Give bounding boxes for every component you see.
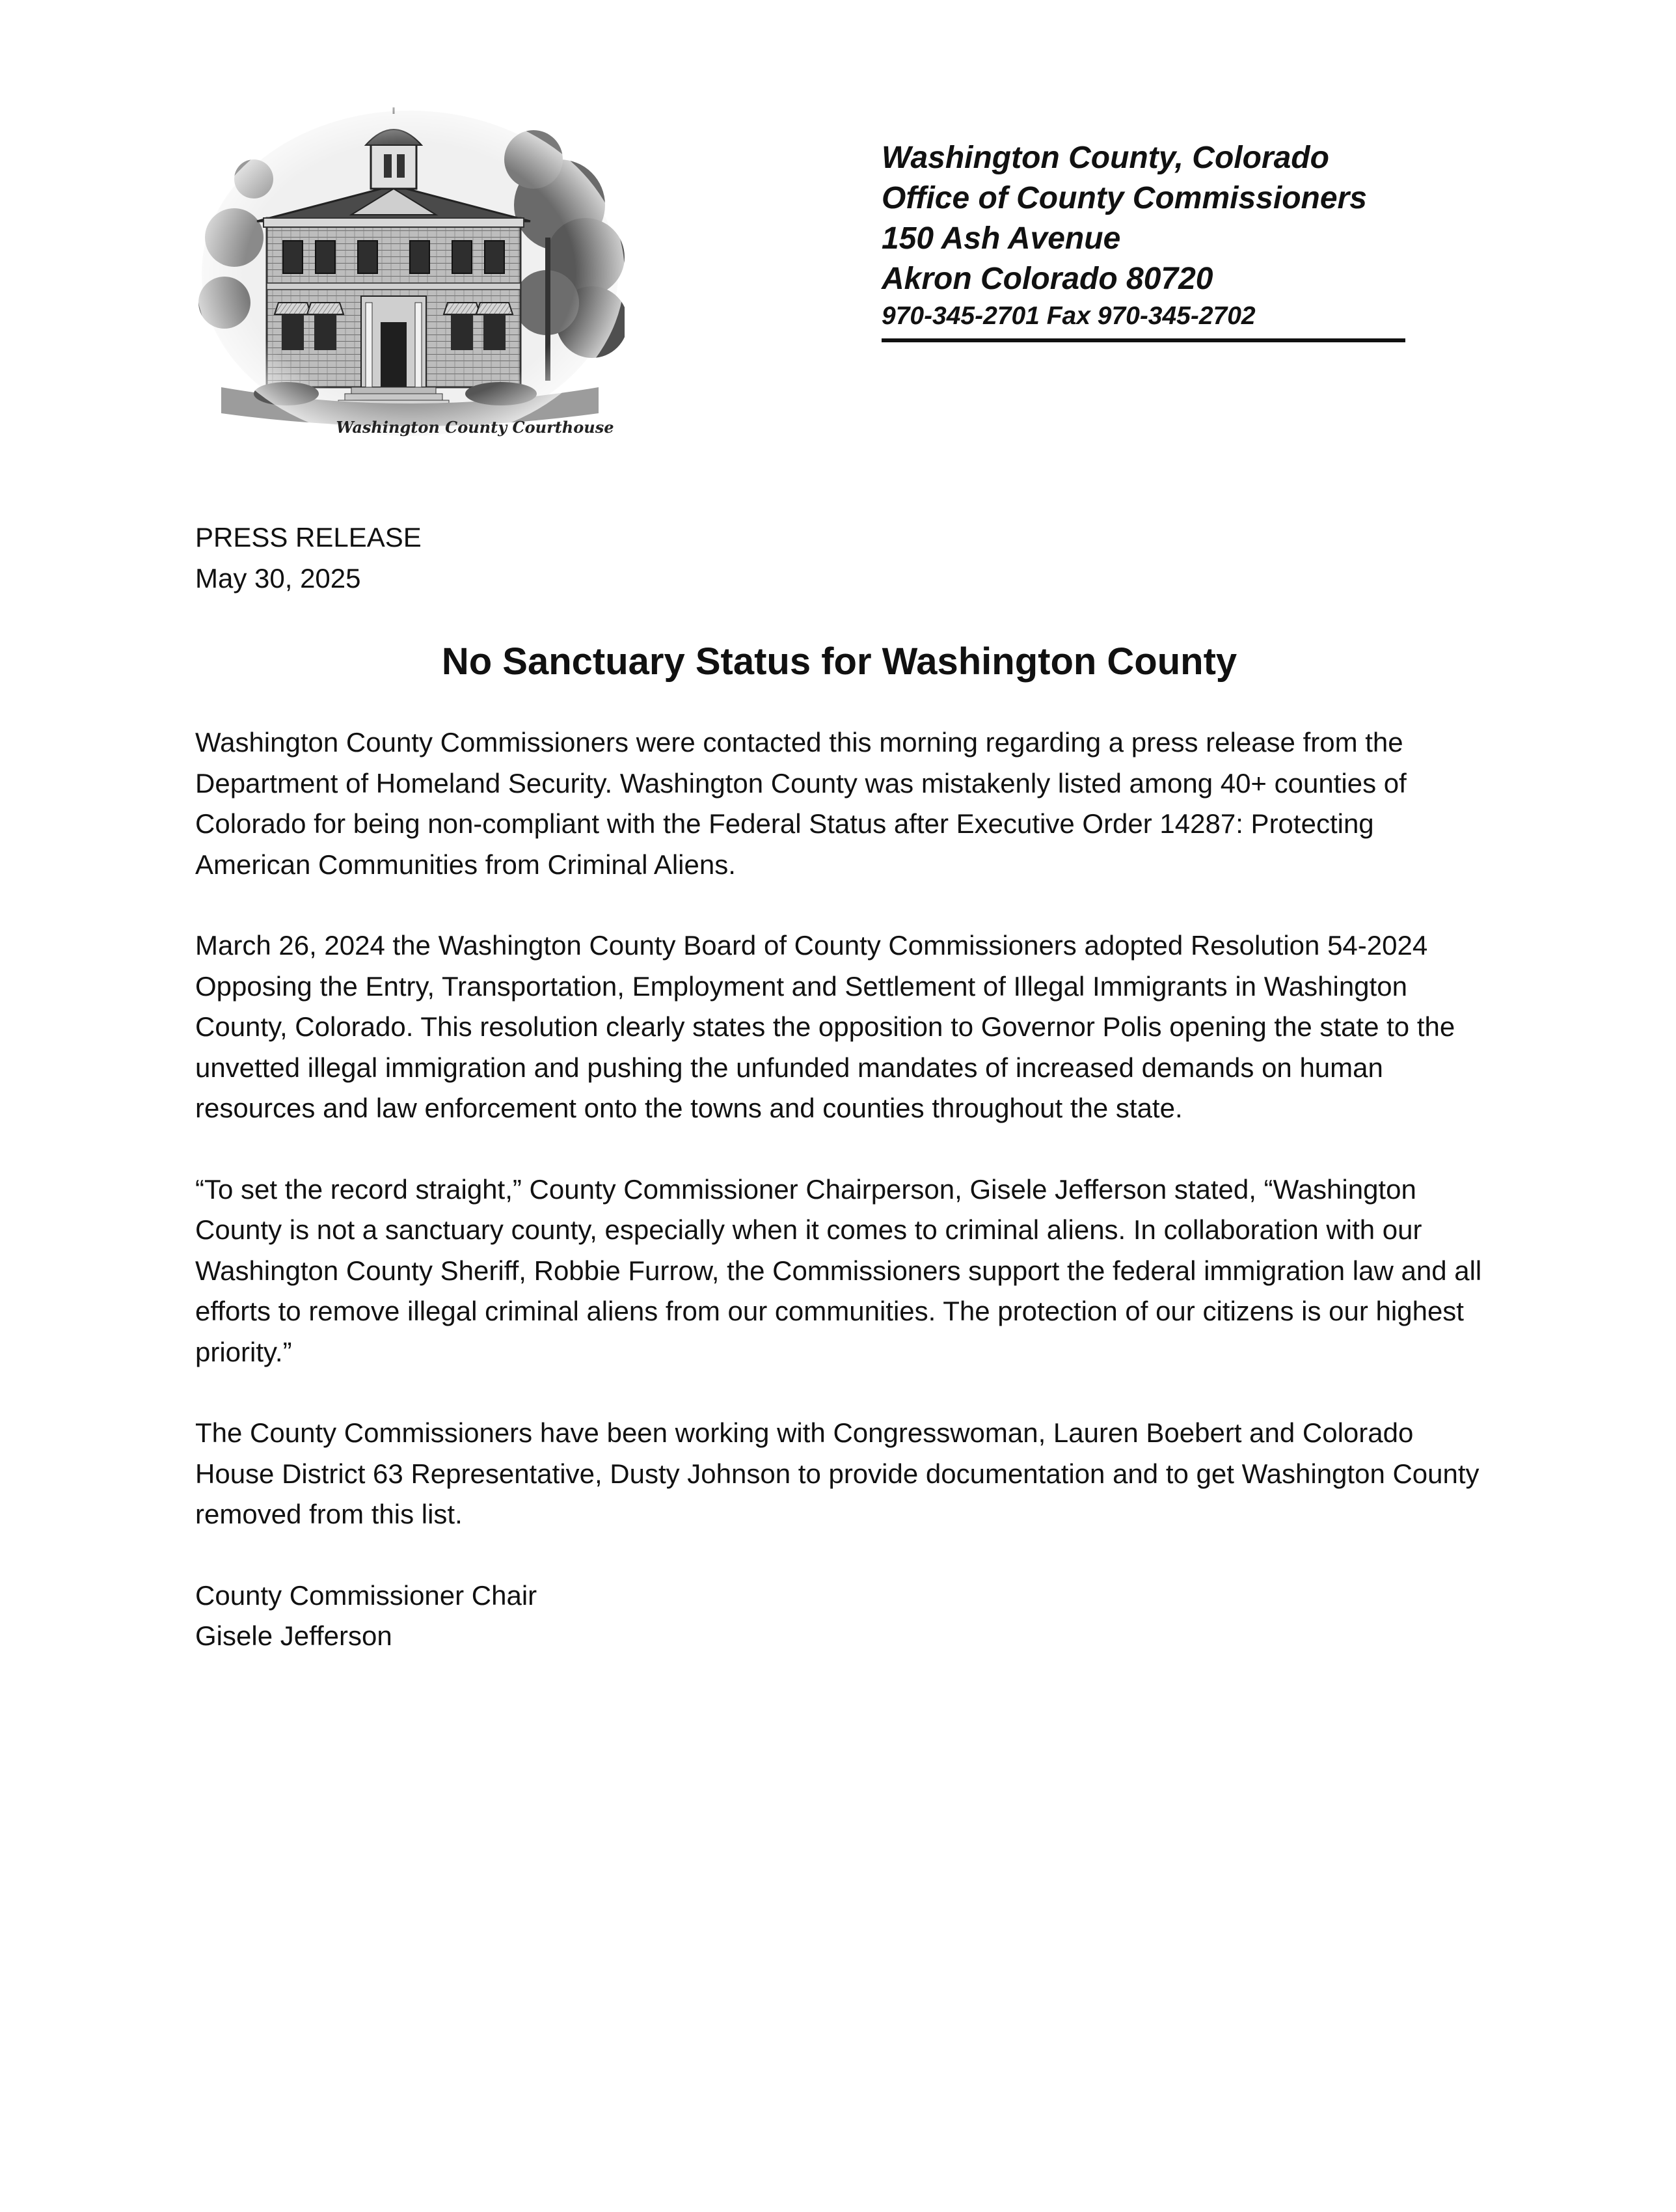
courthouse-sketch-icon: [195, 107, 625, 446]
signature-title: County Commissioner Chair: [195, 1579, 537, 1611]
address-divider: [882, 338, 1405, 342]
address-street: 150 Ash Avenue: [882, 221, 1121, 256]
release-date: May 30, 2025: [195, 562, 361, 594]
address-city: Akron Colorado 80720: [882, 262, 1213, 296]
press-release-body: [195, 517, 1483, 1657]
paragraph-3: “To set the record straight,” County Commissioner Chairperson, Gisele Jefferson stated, “Washington County is not a sanctuary county, especially when it comes to criminal aliens. In collaboration with our Washington County Sheriff, Robbie Furrow, the Commissioners support the federal immigration law and all efforts to remove illegal criminal aliens from our communities. The protection of our citizens is our highest priority.”: [195, 1173, 1482, 1367]
paragraph-4: The County Commissioners have been working with Congresswoman, Lauren Boebert and Colorado House District 63 Representative, Dusty Johnson to provide documentation and to get Washington County removed from this list.: [195, 1417, 1480, 1529]
address-county: Washington County, Colorado: [882, 141, 1329, 175]
courthouse-logo: [195, 107, 625, 446]
paragraph-1: Washington County Commissioners were contacted this morning regarding a press release from the Department of Homeland Security. Washington County was mistakenly listed among 40+ counties of Colorado for being non-compliant with the Federal Status after Executive Order 14287: Protecting American Communities from Criminal Aliens.: [195, 727, 1407, 880]
signature-name: Gisele Jefferson: [195, 1620, 392, 1651]
address-block: [882, 138, 1409, 342]
address-phone: 970-345-2701 Fax 970-345-2702: [882, 302, 1256, 330]
paragraph-2: March 26, 2024 the Washington County Board of County Commissioners adopted Resolution 54-2024 Opposing the Entry, Transportation, Employment and Settlement of Illegal Immigrants in Washington County, Colorado. This resolution clearly states the opposition to Governor Polis opening the state to the unvetted illegal immigration and pushing the unfunded mandates of increased demands on human resources and law enforcement onto the towns and counties throughout the state.: [195, 930, 1455, 1123]
release-label: PRESS RELEASE: [195, 522, 422, 553]
logo-caption: Washington County Courthouse: [336, 418, 614, 437]
address-office: Office of County Commissioners: [882, 181, 1367, 215]
page-title: No Sanctuary Status for Washington County: [441, 640, 1237, 683]
